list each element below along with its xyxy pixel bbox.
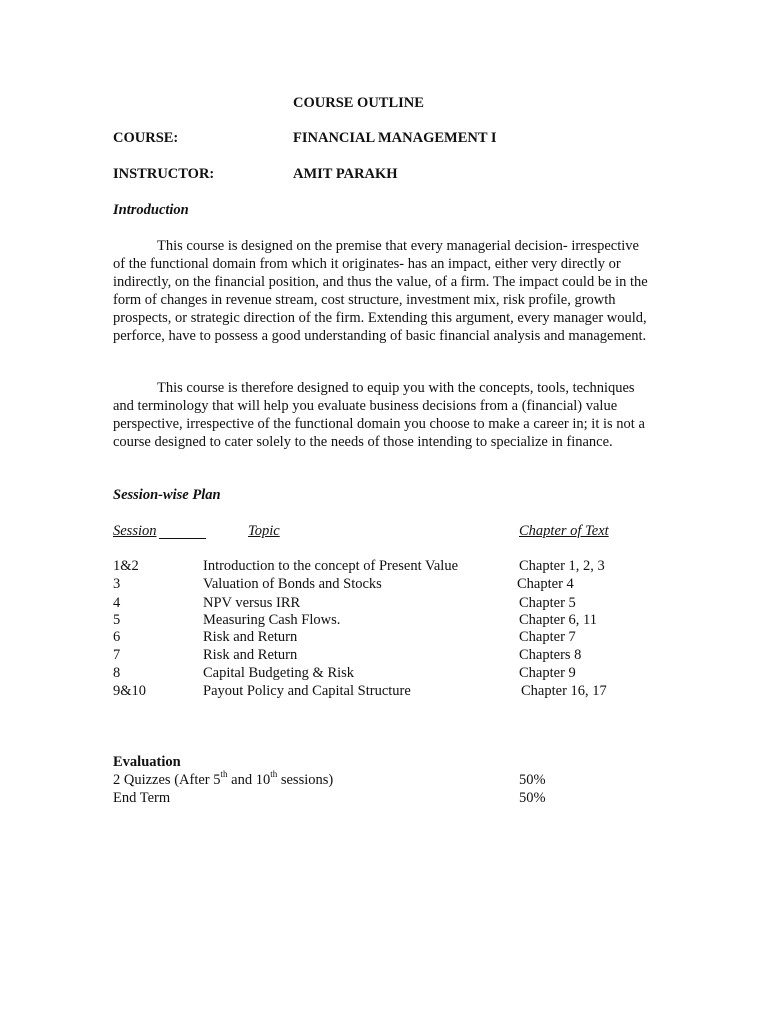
session-table-header [113,522,653,540]
session-chapter: Chapter 16, 17 [521,683,607,699]
evaluation-heading: Evaluation [113,754,181,770]
instructor-label: INSTRUCTOR: [113,166,215,182]
session-topic: NPV versus IRR [203,595,301,611]
session-chapter: Chapter 1, 2, 3 [519,558,605,574]
table-row [113,557,653,575]
table-row [113,575,653,593]
course-value: FINANCIAL MANAGEMENT I [293,130,497,146]
session-number: 9&10 [113,683,147,699]
session-number: 5 [113,612,121,628]
session-topic: Introduction to the concept of Present Value [203,558,459,574]
table-row [113,646,653,664]
table-row [113,594,653,612]
table-row [113,682,653,700]
quiz-suffix: sessions) [277,772,334,788]
introduction-paragraph-1: This course is designed on the premise that every managerial decision- irrespective of the functional domain from which it originates- has an impact, either very directly or indirectly, on the financial position, and thus the value, of a firm. The impact could be in the form of changes in revenue stream, cost structure, investment mix, risk profile, growth prospects, or strategic direction of the firm. Extending this argument, every manager would, perforce, have to possess a good understanding of basic financial analysis and management. [113,238,648,344]
quiz-description [113,771,333,789]
session-number: 3 [113,576,121,592]
quiz-prefix: 2 Quizzes (After 5 [113,772,221,788]
introduction-heading: Introduction [113,202,189,218]
quiz-weight: 50% [519,772,546,788]
document-title: COURSE OUTLINE [293,95,424,111]
table-row [113,628,653,646]
quiz-superscript-2: th [270,769,278,780]
instructor-value: AMIT PARAKH [293,166,398,182]
session-chapter: Chapters 8 [519,647,582,663]
session-chapter: Chapter 4 [517,576,574,592]
endterm-weight: 50% [519,790,546,806]
session-number: 4 [113,595,121,611]
session-topic: Risk and Return [203,629,298,645]
quiz-middle: and 10 [227,772,271,788]
column-header-session: Session [113,523,157,539]
session-topic: Payout Policy and Capital Structure [203,683,411,699]
column-header-topic: Topic [248,523,280,539]
session-number: 6 [113,629,121,645]
tab-leader-underline [159,522,206,539]
session-plan-heading: Session-wise Plan [113,487,221,503]
session-number: 8 [113,665,121,681]
session-chapter: Chapter 6, 11 [519,612,597,628]
session-chapter: Chapter 5 [519,595,576,611]
endterm-label: End Term [113,790,171,806]
session-chapter: Chapter 9 [519,665,576,681]
quiz-superscript-1: th [220,769,228,780]
course-label: COURSE: [113,130,179,146]
table-row [113,664,653,682]
session-chapter: Chapter 7 [519,629,576,645]
session-topic: Measuring Cash Flows. [203,612,341,628]
session-number: 1&2 [113,558,139,574]
session-topic: Valuation of Bonds and Stocks [203,576,382,592]
session-topic: Risk and Return [203,647,298,663]
session-topic: Capital Budgeting & Risk [203,665,355,681]
column-header-chapter: Chapter of Text [519,523,609,539]
introduction-paragraph-2: This course is therefore designed to equip you with the concepts, tools, techniques and terminology that will help you evaluate business decisions from a (financial) value perspective, irrespective of the functional domain you choose to make a career in; it is not a course designed to cater solely to the needs of those intending to specialize in finance. [113,380,645,450]
table-row [113,611,653,629]
session-number: 7 [113,647,121,663]
